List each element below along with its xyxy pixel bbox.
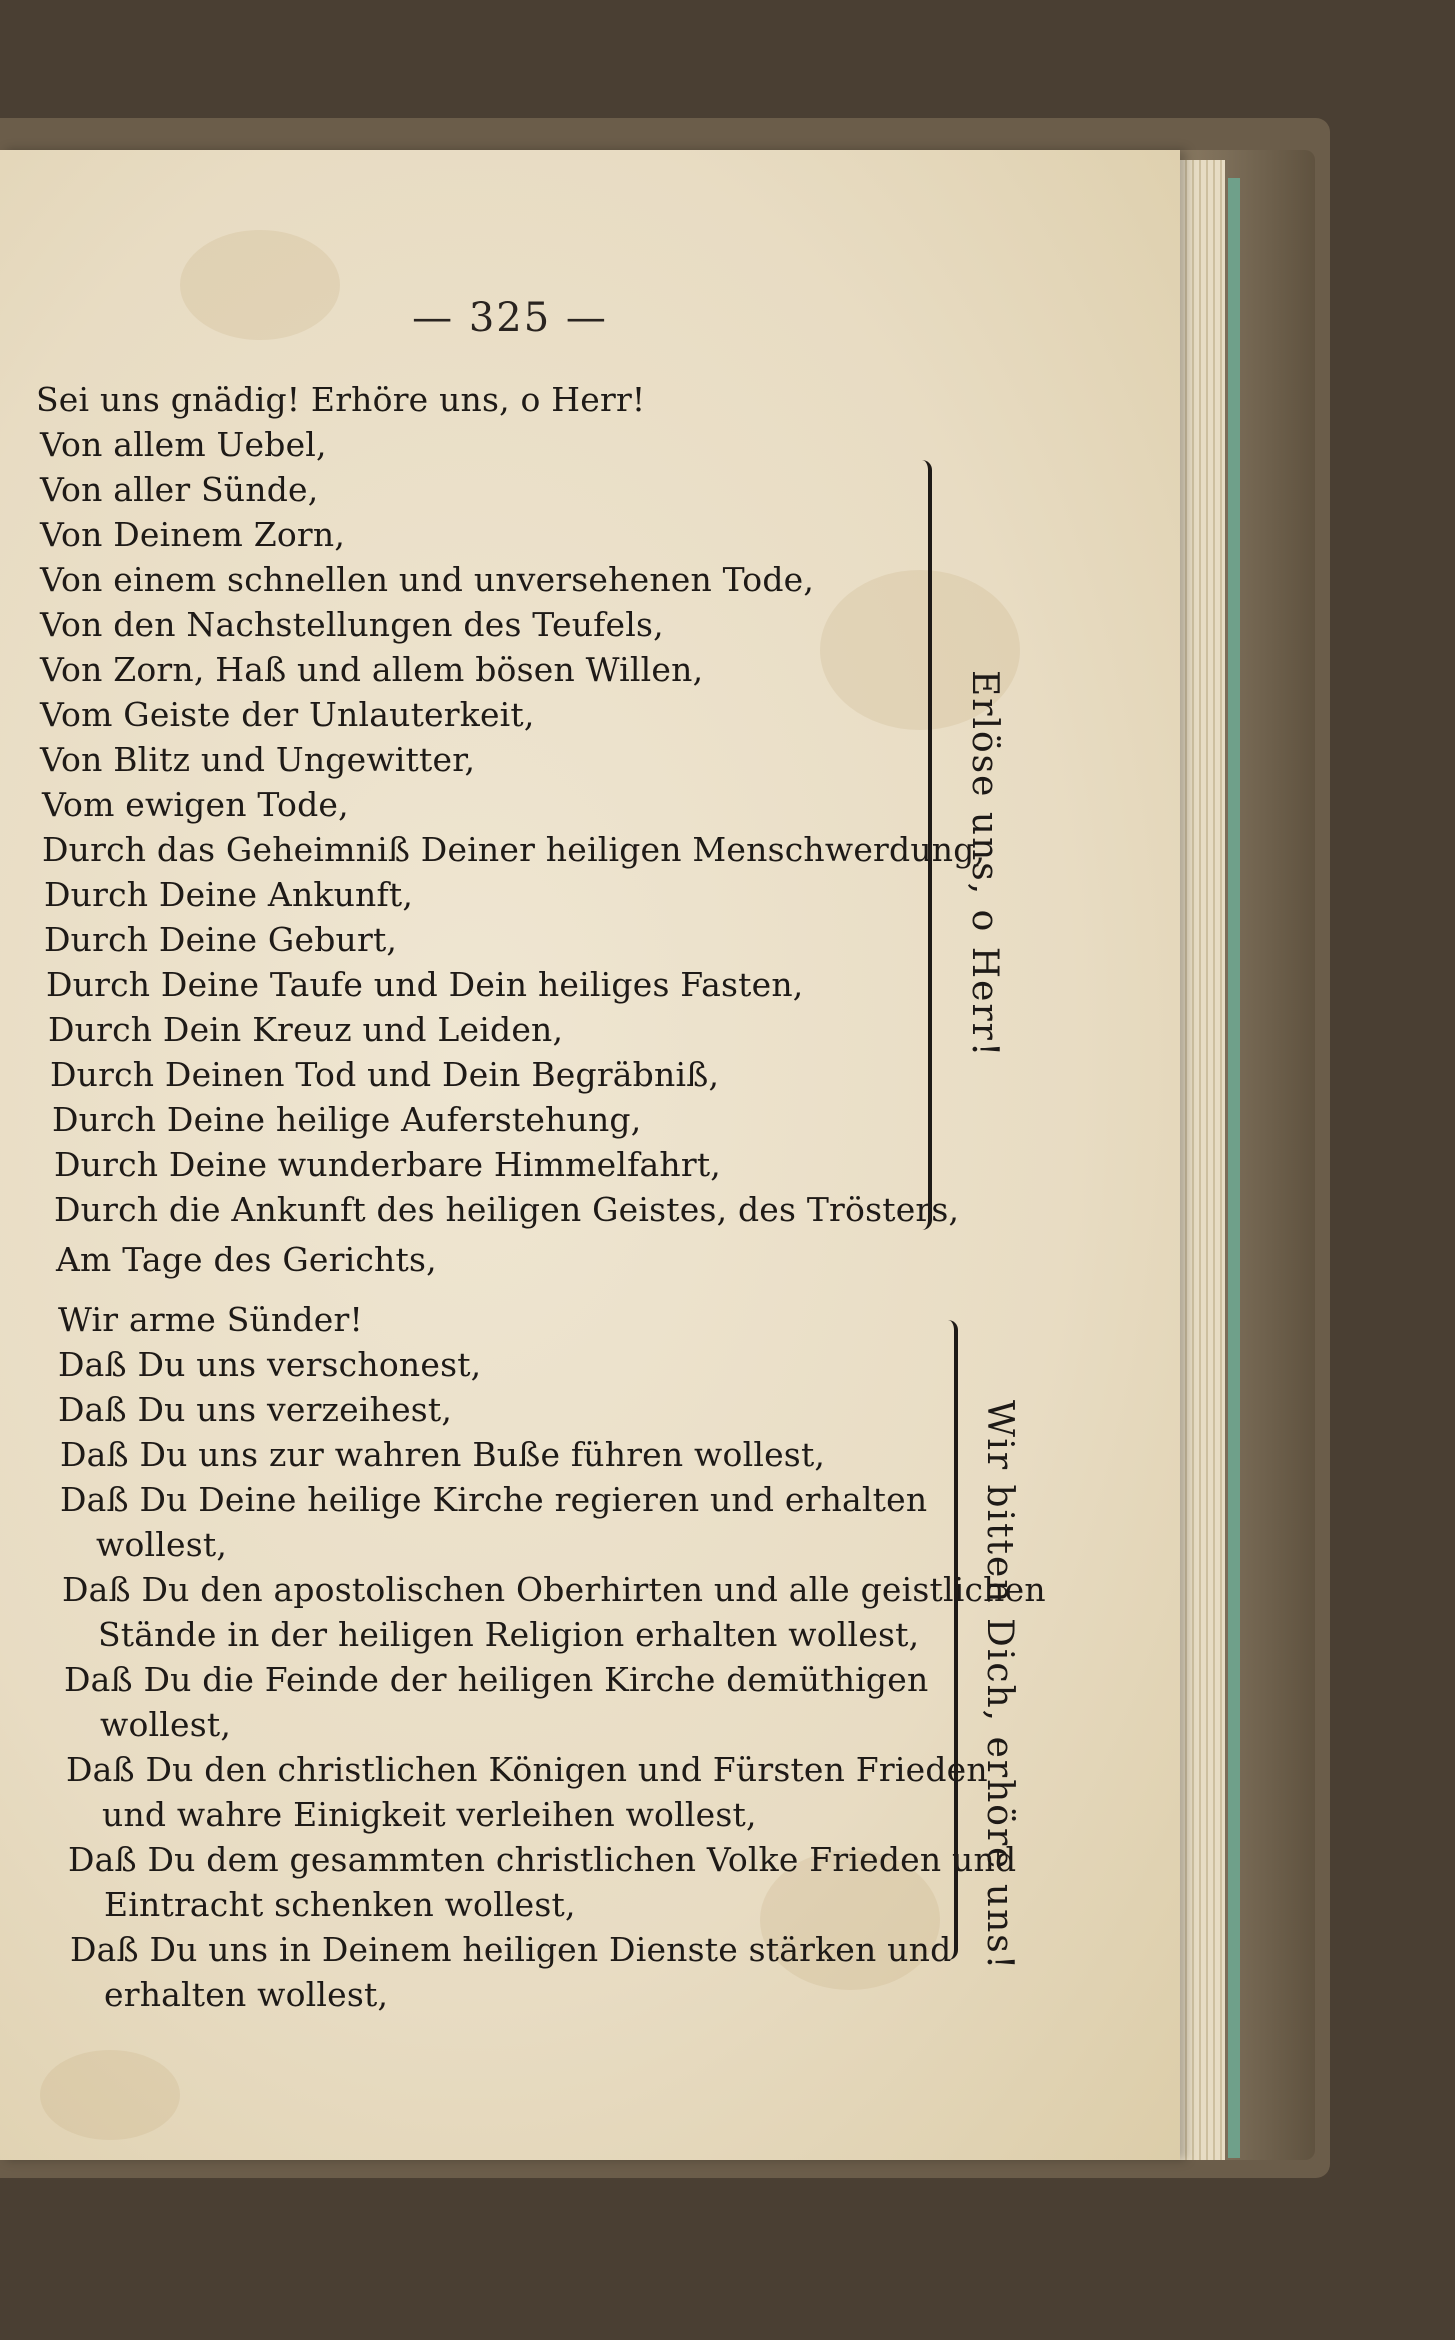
petition-line: wollest, — [96, 1525, 228, 1564]
page-number: — 325 — — [412, 295, 608, 341]
petition-line: und wahre Einigkeit verleihen wollest, — [102, 1795, 757, 1834]
petition-line: Daß Du uns verschonest, — [58, 1345, 482, 1384]
litany-line: Durch Dein Kreuz und Leiden, — [48, 1010, 564, 1049]
response-vertical: Wir bitten Dich, erhöre uns! — [979, 1400, 1020, 1972]
litany-line: Durch Deinen Tod und Dein Begräbniß, — [50, 1055, 720, 1094]
petition-line: Daß Du uns in Deinem heiligen Dienste stärken und — [70, 1930, 952, 1969]
petition-line: Daß Du dem gesammten christlichen Volke Frieden und — [68, 1840, 1017, 1879]
litany-line: Von Deinem Zorn, — [40, 515, 346, 554]
litany-line: Durch Deine Taufe und Dein heiliges Fasten, — [46, 965, 804, 1004]
litany-line: Durch die Ankunft des heiligen Geistes, des Trösters, — [54, 1190, 960, 1229]
litany-intro: Wir arme Sünder! — [58, 1300, 363, 1339]
petition-line: Daß Du uns zur wahren Buße führen wollest, — [60, 1435, 826, 1474]
petition-line: Eintracht schenken wollest, — [104, 1885, 576, 1924]
paper-stain — [40, 2050, 180, 2140]
litany-line: Durch das Geheimniß Deiner heiligen Menschwerdung, — [42, 830, 986, 869]
petition-line: Daß Du den christlichen Königen und Fürsten Frieden — [66, 1750, 988, 1789]
petition-line: Stände in der heiligen Religion erhalten wollest, — [98, 1615, 920, 1654]
response-bracket — [914, 460, 932, 1230]
response-vertical: Erlöse uns, o Herr! — [964, 670, 1005, 1059]
litany-line: Durch Deine Ankunft, — [44, 875, 414, 914]
petition-line: Daß Du Deine heilige Kirche regieren und erhalten — [60, 1480, 928, 1519]
litany-line: Am Tage des Gerichts, — [56, 1240, 437, 1279]
litany-line: Von allem Uebel, — [40, 425, 327, 464]
petition-line: wollest, — [100, 1705, 232, 1744]
petition-line: erhalten wollest, — [104, 1975, 389, 2014]
petition-line: Daß Du den apostolischen Oberhirten und alle geistlichen — [62, 1570, 1046, 1609]
response-bracket — [940, 1320, 958, 1960]
litany-line: Von den Nachstellungen des Teufels, — [40, 605, 664, 644]
cover-spine-rib — [1228, 178, 1240, 2158]
litany-line: Von Zorn, Haß und allem bösen Willen, — [40, 650, 704, 689]
litany-line: Von aller Sünde, — [40, 470, 319, 509]
petition-line: Daß Du uns verzeihest, — [58, 1390, 453, 1429]
litany-line: Von Blitz und Ungewitter, — [40, 740, 476, 779]
litany-line: Vom ewigen Tode, — [42, 785, 349, 824]
litany-line: Durch Deine heilige Auferstehung, — [52, 1100, 642, 1139]
litany-opening: Sei uns gnädig! Erhöre uns, o Herr! — [36, 380, 646, 419]
petition-line: Daß Du die Feinde der heiligen Kirche demüthigen — [64, 1660, 929, 1699]
litany-line: Durch Deine Geburt, — [44, 920, 398, 959]
litany-line: Vom Geiste der Unlauterkeit, — [40, 695, 535, 734]
litany-line: Durch Deine wunderbare Himmelfahrt, — [54, 1145, 721, 1184]
litany-line: Von einem schnellen und unversehenen Tode, — [40, 560, 815, 599]
